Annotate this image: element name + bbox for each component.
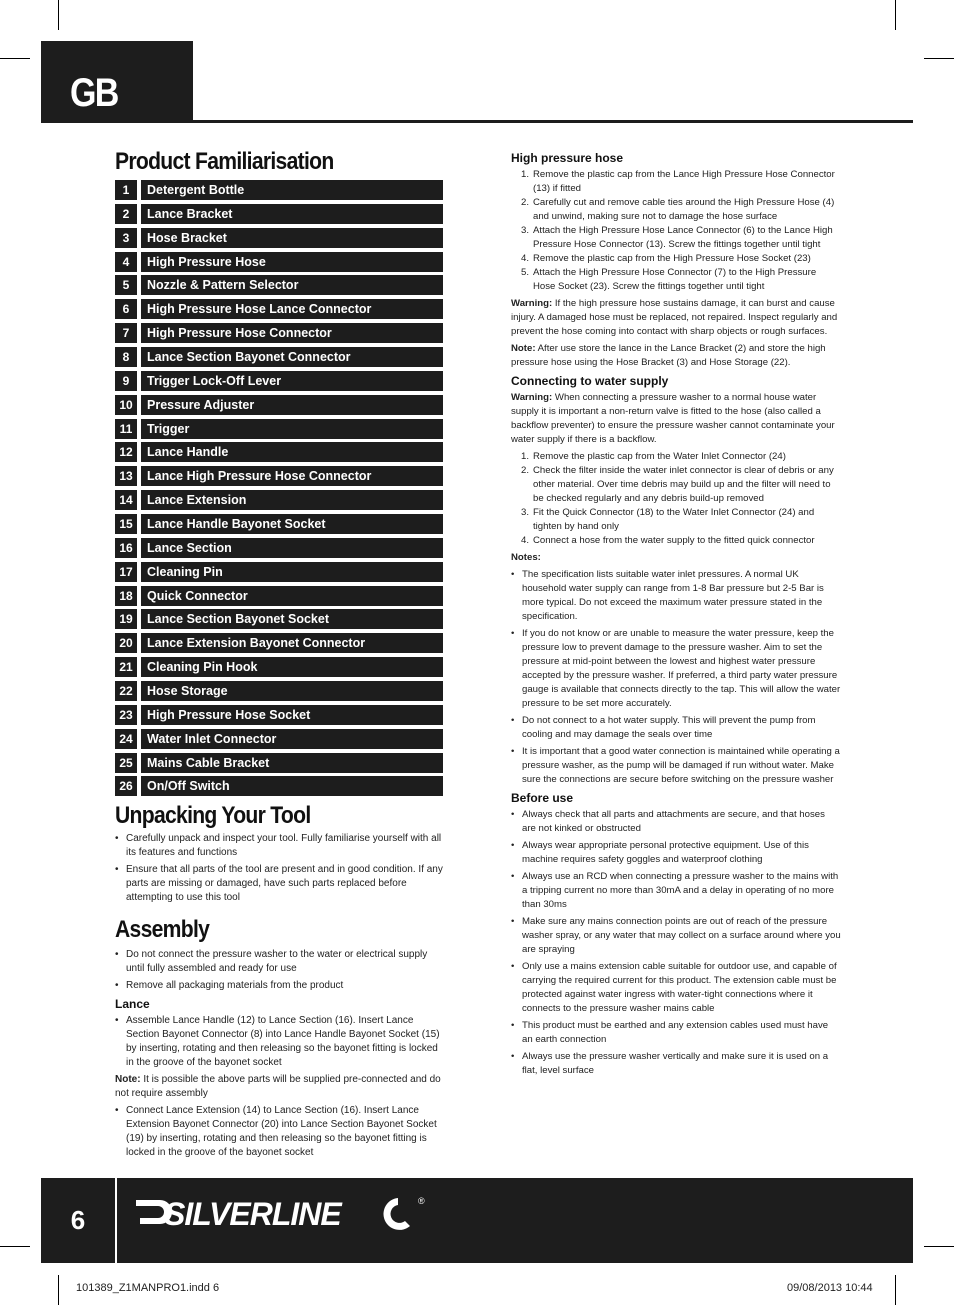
- part-number: 12: [115, 442, 137, 462]
- step-item: 5. Attach the High Pressure Hose Connector (7) to the High Pressure Hose Socket (23). Screw the fittings together until tight: [521, 267, 817, 292]
- hp-warning: If the high pressure hose sustains damage, it can burst and cause injury. A damaged hose must be replaced, not repaired. Inspect regularly and prevent the hose coming into contact with sharp objects or rough surfaces.: [511, 298, 838, 337]
- part-label: Lance Extension: [141, 490, 443, 510]
- part-label: Quick Connector: [141, 586, 443, 606]
- part-row: [115, 204, 443, 224]
- part-row: [115, 753, 443, 773]
- page-number: 6: [70, 1205, 86, 1235]
- part-row: [115, 490, 443, 510]
- part-label: High Pressure Hose: [141, 252, 443, 272]
- part-row: [115, 228, 443, 248]
- part-label: Hose Bracket: [141, 228, 443, 248]
- part-row: [115, 657, 443, 677]
- crop-mark: [0, 1246, 30, 1247]
- part-label: Cleaning Pin: [141, 562, 443, 582]
- crop-mark: [924, 58, 954, 59]
- water-heading: Connecting to water supply: [511, 374, 669, 388]
- silverline-logo: [130, 1190, 430, 1238]
- list-item: • Do not connect to a hot water supply. This will prevent the pump from cooling and may damage the seals over time: [511, 714, 841, 742]
- assembly-note: [115, 1073, 445, 1101]
- part-label: High Pressure Hose Socket: [141, 705, 443, 725]
- part-label: Mains Cable Bracket: [141, 753, 443, 773]
- part-number: 9: [115, 371, 137, 391]
- notes-label: Notes:: [511, 552, 541, 563]
- part-row: [115, 347, 443, 367]
- crop-mark: [58, 1275, 59, 1305]
- step-item: 2. Carefully cut and remove cable ties around the High Pressure Hose (4) and unwind, making sure not to damage the hose surface: [521, 197, 835, 222]
- part-row: [115, 395, 443, 415]
- print-date: 09/08/2013 10:44: [787, 1282, 873, 1294]
- step-item: 3. Fit the Quick Connector (18) to the Water Inlet Connector (24) and tighten by hand only: [521, 507, 815, 532]
- part-label: Hose Storage: [141, 681, 443, 701]
- assembly-title: Assembly: [115, 916, 210, 943]
- note-text: It is possible the above parts will be supplied pre-connected and do not require assembly: [115, 1074, 441, 1099]
- warning-label: Warning:: [511, 298, 553, 309]
- part-row: [115, 299, 443, 319]
- part-number: 3: [115, 228, 137, 248]
- hp-note: After use store the lance in the Lance Bracket (2) and store the high pressure hose using the Hose Bracket (3) and Hose Storage (22).: [511, 343, 826, 368]
- part-label: High Pressure Hose Lance Connector: [141, 299, 443, 319]
- list-item: • Always use the pressure washer vertically and make sure it is used on a flat, level surface: [511, 1050, 841, 1078]
- list-item: • Assemble Lance Handle (12) to Lance Section (16). Insert Lance Section Bayonet Connector (8) into Lance Handle Bayonet Socket (15) by inserting, rotating and then releasing so the bayonet fitting is locked in the groove of the bayonet socket: [115, 1014, 445, 1070]
- part-label: Lance Extension Bayonet Connector: [141, 633, 443, 653]
- part-row: [115, 633, 443, 653]
- list-item: • Only use a mains extension cable suitable for outdoor use, and capable of carrying the required current for this product. The extension cable must be protected against water ingress with water-tight connections where it connects to the pressure washer mains cable: [511, 960, 841, 1016]
- part-label: Cleaning Pin Hook: [141, 657, 443, 677]
- part-number: 22: [115, 681, 137, 701]
- header-rule: [193, 120, 913, 123]
- part-row: [115, 705, 443, 725]
- unpacking-title: Unpacking Your Tool: [115, 802, 311, 829]
- part-row: [115, 442, 443, 462]
- part-number: 25: [115, 753, 137, 773]
- part-row: [115, 323, 443, 343]
- list-item: • The specification lists suitable water inlet pressures. A normal UK household water supply can range from 1-8 Bar pressure but 2-5 Bar is more typical. Do not exceed the maximum water pressure stated in the specification.: [511, 568, 841, 624]
- part-label: Nozzle & Pattern Selector: [141, 275, 443, 295]
- part-label: Lance Handle: [141, 442, 443, 462]
- hp-heading: High pressure hose: [511, 151, 624, 165]
- part-label: Detergent Bottle: [141, 180, 443, 200]
- part-label: Water Inlet Connector: [141, 729, 443, 749]
- assembly-section: [115, 948, 445, 1163]
- part-label: Lance Bracket: [141, 204, 443, 224]
- part-number: 7: [115, 323, 137, 343]
- part-number: 8: [115, 347, 137, 367]
- part-number: 20: [115, 633, 137, 653]
- list-item: • It is important that a good water connection is maintained while operating a pressure washer, as the pump will be damaged if run without water. Make sure the connections are secure before switching on the pressure washer: [511, 745, 841, 787]
- registered-mark: ®: [418, 1196, 425, 1206]
- part-label: Lance High Pressure Hose Connector: [141, 466, 443, 486]
- region-label: GB: [70, 71, 118, 115]
- list-item: • Ensure that all parts of the tool are present and in good condition. If any parts are missing or damaged, have such parts replaced before attempting to use this tool: [115, 863, 445, 905]
- part-row: [115, 275, 443, 295]
- part-number: 14: [115, 490, 137, 510]
- list-item: • If you do not know or are unable to measure the water pressure, keep the pressure low to prevent damage to the pressure washer. Aim to set the pressure at mid-point between the lowest and highest water pressure accepted by the pressure washer. If preferred, a third party water pressure gauge is available that connects directly to the tap. This will allow the water pressure to be set more accurately.: [511, 627, 841, 711]
- crop-mark: [895, 1275, 896, 1305]
- list-item: • Carefully unpack and inspect your tool. Fully familiarise yourself with all its features and functions: [115, 832, 445, 860]
- part-label: Trigger Lock-Off Lever: [141, 371, 443, 391]
- part-number: 5: [115, 275, 137, 295]
- part-label: Pressure Adjuster: [141, 395, 443, 415]
- crop-mark: [58, 0, 59, 30]
- step-item: 3. Attach the High Pressure Hose Lance Connector (6) to the Lance High Pressure Hose Connector (13). Screw the fittings together until tight: [521, 225, 833, 250]
- familiarisation-title: Product Familiarisation: [115, 148, 334, 175]
- part-number: 1: [115, 180, 137, 200]
- list-item: • Remove all packaging materials from the product: [115, 979, 445, 993]
- part-number: 21: [115, 657, 137, 677]
- part-row: [115, 371, 443, 391]
- part-row: [115, 419, 443, 439]
- list-item: • Do not connect the pressure washer to the water or electrical supply until fully assembled and ready for use: [115, 948, 445, 976]
- part-row: [115, 776, 443, 796]
- water-steps: [511, 450, 841, 548]
- part-label: On/Off Switch: [141, 776, 443, 796]
- part-number: 10: [115, 395, 137, 415]
- list-item: • Always use an RCD when connecting a pressure washer to the mains with a tripping current no more than 30mA and a delay in operating of no more than 30ms: [511, 870, 841, 912]
- water-warning: When connecting a pressure washer to a normal house water supply it is important a non-return valve is fitted to the hose (also called a backflow preventer) to ensure the pressure washer cannot contaminate your water supply if there is a backflow.: [511, 392, 835, 445]
- part-row: [115, 466, 443, 486]
- part-number: 26: [115, 776, 137, 796]
- note-label: Note:: [511, 343, 536, 354]
- list-item: • Always check that all parts and attachments are secure, and that hoses are not kinked or obstructed: [511, 808, 841, 836]
- part-number: 15: [115, 514, 137, 534]
- part-number: 23: [115, 705, 137, 725]
- part-number: 13: [115, 466, 137, 486]
- right-column: [511, 150, 841, 1081]
- part-label: Lance Section: [141, 538, 443, 558]
- part-row: [115, 538, 443, 558]
- list-item: • This product must be earthed and any extension cables used must have an earth connection: [511, 1019, 841, 1047]
- list-item: • Make sure any mains connection points are out of reach of the pressure washer spray, or any water that may collect on a surface around where you are spraying: [511, 915, 841, 957]
- part-row: [115, 180, 443, 200]
- part-number: 11: [115, 419, 137, 439]
- note-label: Note:: [115, 1074, 141, 1085]
- list-item: • Always wear appropriate personal protective equipment. Use of this machine requires safety goggles and waterproof clothing: [511, 839, 841, 867]
- part-number: 18: [115, 586, 137, 606]
- before-list: [511, 808, 841, 1078]
- footer-divider: [115, 1178, 117, 1263]
- part-row: [115, 252, 443, 272]
- notes-list: [511, 568, 841, 787]
- list-item: • Connect Lance Extension (14) to Lance Section (16). Insert Lance Extension Bayonet Connector (20) into Lance Section Bayonet Socket (19) by inserting, rotating and then releasing so the bayonet fitting is locked in the groove of the bayonet socket: [115, 1104, 445, 1160]
- part-row: [115, 586, 443, 606]
- logo-wordmark: SILVERLINE: [164, 1196, 341, 1232]
- part-number: 6: [115, 299, 137, 319]
- part-number: 24: [115, 729, 137, 749]
- part-number: 17: [115, 562, 137, 582]
- part-number: 2: [115, 204, 137, 224]
- part-row: [115, 562, 443, 582]
- part-label: Lance Section Bayonet Socket: [141, 609, 443, 629]
- step-item: 2. Check the filter inside the water inlet connector is clear of debris or any other material. Over time debris may build up and the filter will need to be checked regularly and any debris build-up removed: [521, 465, 834, 504]
- part-label: High Pressure Hose Connector: [141, 323, 443, 343]
- crop-mark: [895, 0, 896, 30]
- part-label: Lance Handle Bayonet Socket: [141, 514, 443, 534]
- before-heading: Before use: [511, 791, 574, 805]
- parts-list: [115, 180, 443, 800]
- part-number: 4: [115, 252, 137, 272]
- step-item: 4. Remove the plastic cap from the High Pressure Hose Socket (23): [521, 253, 811, 264]
- unpacking-section: [115, 832, 445, 908]
- part-row: [115, 729, 443, 749]
- lance-heading: Lance: [115, 997, 150, 1011]
- part-row: [115, 681, 443, 701]
- warning-label: Warning:: [511, 392, 553, 403]
- part-row: [115, 514, 443, 534]
- hp-steps: [511, 168, 841, 294]
- crop-mark: [0, 58, 30, 59]
- file-info: 101389_Z1MANPRO1.indd 6: [76, 1282, 220, 1294]
- part-label: Lance Section Bayonet Connector: [141, 347, 443, 367]
- part-number: 19: [115, 609, 137, 629]
- step-item: 4. Connect a hose from the water supply to the fitted quick connector: [521, 535, 815, 546]
- part-row: [115, 609, 443, 629]
- step-item: 1. Remove the plastic cap from the Water Inlet Connector (24): [521, 451, 786, 462]
- part-label: Trigger: [141, 419, 443, 439]
- step-item: 1. Remove the plastic cap from the Lance High Pressure Hose Connector (13) if fitted: [521, 169, 835, 194]
- part-number: 16: [115, 538, 137, 558]
- crop-mark: [924, 1246, 954, 1247]
